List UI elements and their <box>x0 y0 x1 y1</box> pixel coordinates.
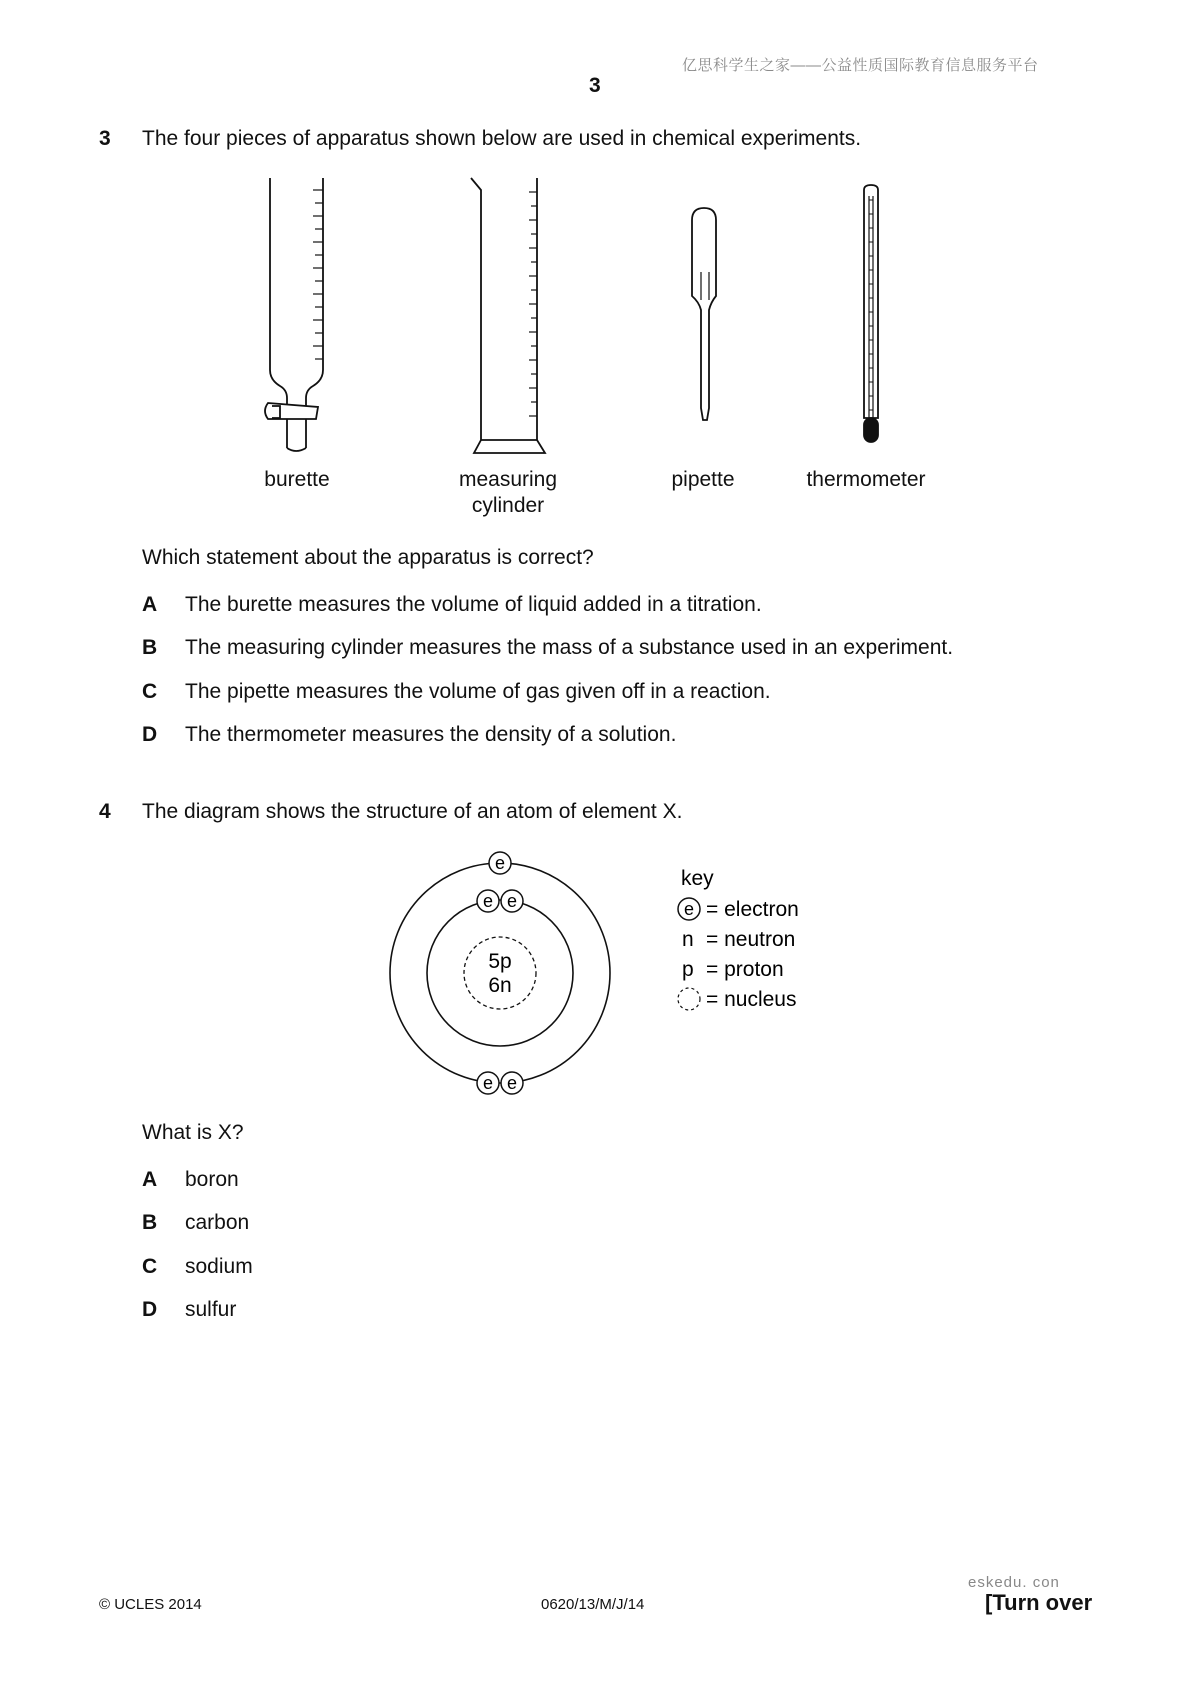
key-proton-symbol: p <box>682 958 694 981</box>
q3-option-a-letter: A <box>142 593 158 616</box>
site-watermark: eskedu. con <box>968 1574 1060 1591</box>
electron <box>501 890 523 912</box>
atom-diagram <box>380 848 830 1098</box>
question-4-number: 4 <box>99 800 111 823</box>
burette-label: burette <box>264 468 330 491</box>
measuring-cylinder-label-line1: measuring <box>458 468 558 491</box>
key-nucleus-symbol <box>678 988 700 1010</box>
q3-option-b-letter: B <box>142 636 158 659</box>
apparatus-diagram <box>0 0 1190 540</box>
inner-shell <box>427 900 573 1046</box>
q3-option-c-letter: C <box>142 680 158 703</box>
measuring-cylinder-drawing <box>471 178 545 453</box>
thermometer-label: thermometer <box>806 468 926 491</box>
page-number: 3 <box>589 74 601 97</box>
question-3-prompt: Which statement about the apparatus is correct? <box>142 546 594 569</box>
svg-text:e: e <box>683 899 695 919</box>
question-4-intro: The diagram shows the structure of an atom of element X. <box>142 800 683 823</box>
key-neutron: = neutron <box>706 928 796 951</box>
electron <box>477 1072 499 1094</box>
svg-text:e: e <box>482 891 494 911</box>
key-title: key <box>681 867 714 890</box>
key-electron-symbol <box>678 898 700 920</box>
paper-code: 0620/13/M/J/14 <box>541 1596 645 1613</box>
measuring-cylinder-label <box>448 467 568 519</box>
copyright: © UCLES 2014 <box>99 1596 202 1613</box>
measuring-cylinder-label-line2: cylinder <box>471 494 545 517</box>
q3-option-d-text: The thermometer measures the density of a solution. <box>185 723 677 746</box>
q3-option-c-text: The pipette measures the volume of gas given off in a reaction. <box>185 680 771 703</box>
svg-text:e: e <box>506 1073 518 1093</box>
key-neutron-symbol: n <box>682 928 694 951</box>
q4-option-c-letter: C <box>142 1255 158 1278</box>
svg-text:e: e <box>482 1073 494 1093</box>
q4-option-c-text: sodium <box>185 1255 253 1278</box>
nucleus-protons: 5p <box>488 950 512 973</box>
question-3-intro: The four pieces of apparatus shown below are used in chemical experiments. <box>142 127 862 150</box>
q3-option-d-letter: D <box>142 723 158 746</box>
thermometer-drawing <box>864 185 878 442</box>
q4-option-d-letter: D <box>142 1298 158 1321</box>
q4-option-d-text: sulfur <box>185 1298 237 1321</box>
svg-text:e: e <box>506 891 518 911</box>
nucleus-neutrons: 6n <box>488 974 512 997</box>
key-electron: = electron <box>706 898 799 921</box>
q3-option-b-text: The measuring cylinder measures the mass of a substance used in an experiment. <box>185 636 954 659</box>
q3-option-a-text: The burette measures the volume of liquid added in a titration. <box>185 593 762 616</box>
q4-option-b-text: carbon <box>185 1211 250 1234</box>
question-3-number: 3 <box>99 127 111 150</box>
turn-over: [Turn over <box>985 1590 1093 1615</box>
electron <box>489 852 511 874</box>
svg-text:e: e <box>494 853 506 873</box>
q4-option-a-letter: A <box>142 1168 158 1191</box>
outer-shell <box>390 863 610 1083</box>
electron <box>477 890 499 912</box>
key-nucleus: = nucleus <box>706 988 797 1011</box>
watermark-text: 亿思科学生之家——公益性质国际教育信息服务平台 <box>682 57 1039 74</box>
electron <box>501 1072 523 1094</box>
burette-drawing <box>265 178 323 451</box>
nucleus <box>464 937 536 1009</box>
question-4-prompt: What is X? <box>142 1121 244 1144</box>
q4-option-a-text: boron <box>185 1168 239 1191</box>
pipette-label: pipette <box>671 468 735 491</box>
pipette-drawing <box>692 208 716 420</box>
key-proton: = proton <box>706 958 784 981</box>
q4-option-b-letter: B <box>142 1211 158 1234</box>
